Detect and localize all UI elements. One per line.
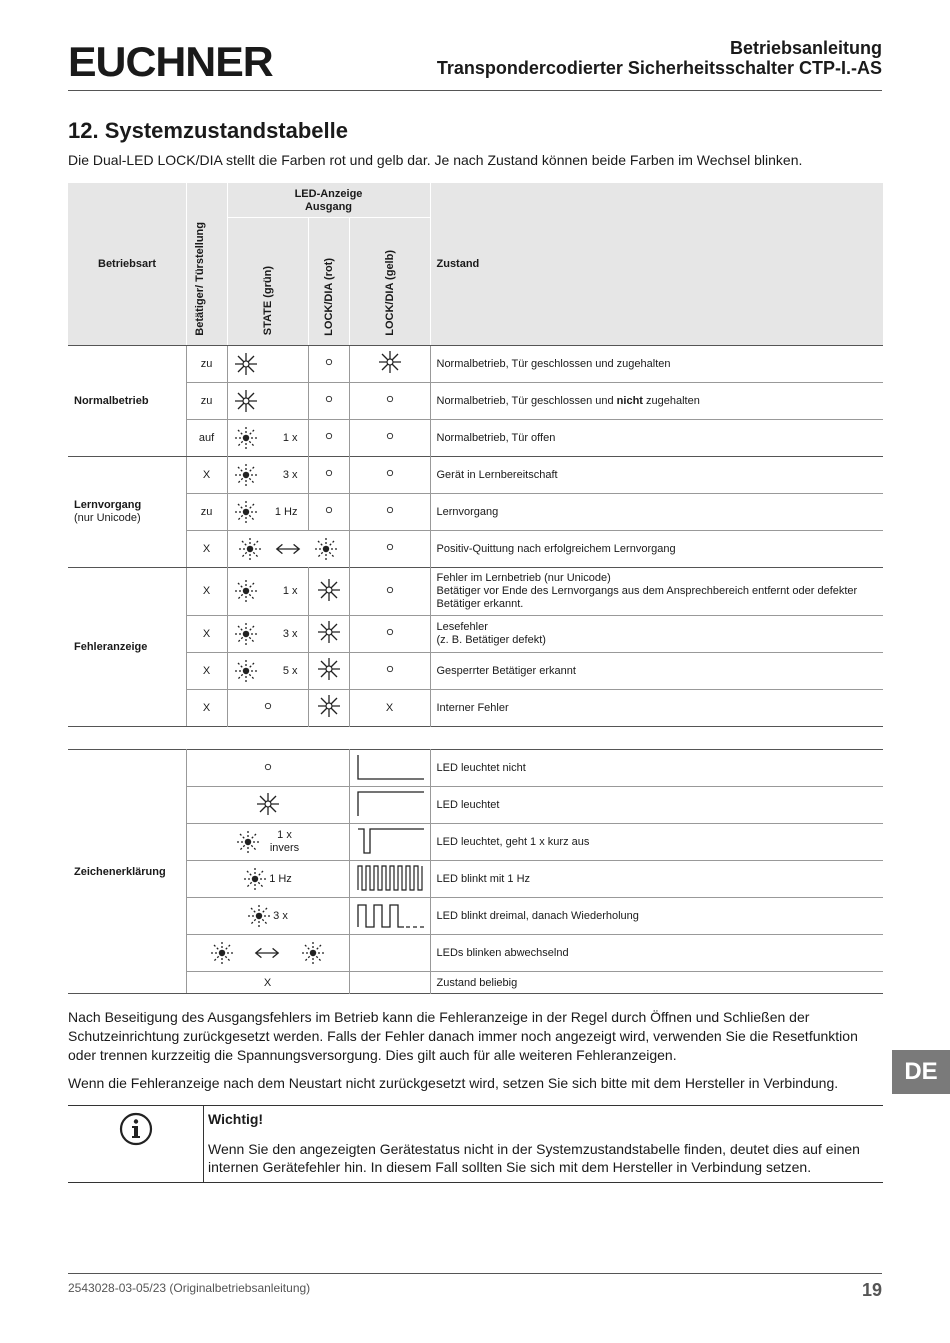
- group-lernvorgang: Lernvorgang (nur Unicode): [68, 456, 186, 567]
- legend-row: [68, 824, 883, 861]
- cell-zustand: Positiv-Quittung nach erfolgreichem Lernvorgang: [430, 530, 883, 567]
- led-on-icon: [378, 350, 402, 374]
- inverse-label: invers: [269, 842, 300, 854]
- col-state: STATE (grün): [227, 217, 308, 345]
- cell-zustand: Lernvorgang: [430, 493, 883, 530]
- cell-zustand: Fehler im Lernbetrieb (nur Unicode) Betätiger vor Ende des Lernvorgangs aus dem Ansprechbereich entfernt oder defekter Betätiger erkannt.: [430, 567, 883, 615]
- led-off-icon: [260, 698, 276, 714]
- alternate-arrow-icon: [274, 542, 302, 556]
- blink-count: 1 x: [277, 829, 292, 841]
- signal-3x-icon: [354, 901, 426, 929]
- table-row: [68, 419, 883, 456]
- legend-text: LED leuchtet, geht 1 x kurz aus: [430, 824, 883, 861]
- led-blink-icon: [234, 500, 258, 524]
- cell-pos: zu: [186, 345, 227, 382]
- led-blink-icon: [247, 904, 271, 928]
- legend-row: [68, 935, 883, 972]
- table-row: [68, 382, 883, 419]
- blink-count: 1 x: [282, 585, 298, 597]
- table-row: [68, 530, 883, 567]
- signal-on-icon: [354, 790, 426, 818]
- led-on-icon: [317, 620, 341, 644]
- blink-count: 3 x: [282, 468, 298, 481]
- document-id: 2543028-03-05/23 (Originalbetriebsanleitung): [68, 1281, 311, 1295]
- legend-row: [68, 750, 883, 787]
- led-blink-icon: [234, 426, 258, 450]
- cell-pos: X: [186, 456, 227, 493]
- cell-any-state: X: [349, 689, 430, 726]
- blink-frequency: 1 Hz: [274, 505, 298, 518]
- reset-paragraph: Nach Beseitigung des Ausgangsfehlers im Betrieb kann die Fehleranzeige in der Regel durch Öffnen und Schließen der Schutzeinrichtung zurückgesetzt werden. Falls der Fehler danach immer noch angezeigt wird, verwenden Sie die Resetfunktion oder trennen kurzzeitig die Spannungsversorgung. Dies gilt auch für alle weiteren Fehleranzeigen.: [68, 1009, 858, 1063]
- group-fehleranzeige: Fehleranzeige: [68, 567, 186, 726]
- notice-text: Wenn Sie den angezeigten Gerätestatus nicht in der Systemzustandstabelle finden, deutet dies auf einen internen Gerätefehler hin. In diesem Fall sollten Sie sich mit dem Hersteller in Verbindung setzen.: [208, 1141, 860, 1175]
- cell-pos: X: [186, 615, 227, 652]
- legend-text: Zustand beliebig: [430, 972, 883, 994]
- led-blink-icon: [301, 941, 325, 965]
- blink-count: 3 x: [273, 910, 288, 922]
- group-normalbetrieb: Normalbetrieb: [68, 345, 186, 456]
- led-blink-icon: [234, 622, 258, 646]
- col-betriebsart: Betriebsart: [68, 183, 186, 345]
- header-product: Transpondercodierter Sicherheitsschalter CTP-I.-AS: [436, 58, 882, 78]
- page-number: 19: [861, 1280, 882, 1300]
- legend-row: [68, 972, 883, 994]
- legend-text: LED blinkt dreimal, danach Wiederholung: [430, 898, 883, 935]
- led-blink-icon: [234, 463, 258, 487]
- led-off-icon: [321, 354, 337, 370]
- led-blink-icon: [210, 941, 234, 965]
- led-off-icon: [382, 428, 398, 444]
- cell-pos: X: [186, 567, 227, 615]
- col-zustand: Zustand: [430, 183, 883, 345]
- legend-text: LED blinkt mit 1 Hz: [430, 861, 883, 898]
- table-row: [68, 456, 883, 493]
- cell-pos: X: [186, 689, 227, 726]
- info-icon: [119, 1112, 153, 1146]
- col-lock-gelb: LOCK/DIA (gelb): [349, 217, 430, 345]
- cell-pos: auf: [186, 419, 227, 456]
- legend-row: [68, 787, 883, 824]
- cell-zustand: Gesperrter Betätiger erkannt: [430, 652, 883, 689]
- cell-pos: zu: [186, 382, 227, 419]
- legend-text: LED leuchtet: [430, 787, 883, 824]
- cell-zustand: Normalbetrieb, Tür offen: [430, 419, 883, 456]
- led-off-icon: [382, 539, 398, 555]
- blink-count: 5 x: [282, 664, 298, 677]
- cell-zustand: Normalbetrieb, Tür geschlossen und nicht zugehalten: [430, 382, 883, 419]
- language-tab: DE: [892, 1050, 950, 1094]
- signal-1hz-icon: [354, 864, 426, 892]
- blink-frequency: 1 Hz: [269, 873, 292, 885]
- signal-inverse-icon: [354, 827, 426, 855]
- led-on-icon: [317, 657, 341, 681]
- signal-off-icon: [354, 753, 426, 781]
- led-off-icon: [382, 624, 398, 640]
- legend-row: [68, 898, 883, 935]
- cell-zustand: Lesefehler (z. B. Betätiger defekt): [430, 615, 883, 652]
- cell-zustand: Gerät in Lernbereitschaft: [430, 456, 883, 493]
- contact-paragraph: Wenn die Fehleranzeige nach dem Neustart nicht zurückgesetzt wird, setzen Sie sich bitte mit dem Hersteller in Verbindung.: [68, 1075, 839, 1091]
- legend-row: [68, 861, 883, 898]
- col-led-group: LED-Anzeige Ausgang: [227, 183, 430, 217]
- led-on-icon: [317, 694, 341, 718]
- cell-pos: zu: [186, 493, 227, 530]
- cell-pos: X: [186, 652, 227, 689]
- led-blink-icon: [314, 537, 338, 561]
- cell-zustand: Normalbetrieb, Tür geschlossen und zugehalten: [430, 345, 883, 382]
- any-state-symbol: X: [186, 972, 349, 994]
- notice-title: Wichtig!: [208, 1111, 264, 1127]
- table-row: [68, 689, 883, 726]
- cell-pos: X: [186, 530, 227, 567]
- table-row: [68, 615, 883, 652]
- cell-zustand: Interner Fehler: [430, 689, 883, 726]
- legend-title: Zeichenerklärung: [68, 750, 186, 994]
- table-row: [68, 493, 883, 530]
- legend-table: [68, 749, 883, 994]
- footer-divider: [68, 1273, 882, 1274]
- led-off-icon: [321, 502, 337, 518]
- led-blink-icon: [234, 579, 258, 603]
- led-off-icon: [382, 582, 398, 598]
- led-blink-icon: [234, 659, 258, 683]
- header-divider: [68, 90, 882, 91]
- blink-count: 3 x: [282, 627, 298, 640]
- system-state-table: [68, 183, 883, 727]
- blink-count: 1 x: [282, 431, 298, 444]
- legend-text: LEDs blinken abwechselnd: [430, 935, 883, 972]
- led-blink-icon: [238, 537, 262, 561]
- led-off-icon: [321, 428, 337, 444]
- led-off-icon: [382, 502, 398, 518]
- led-off-icon: [321, 465, 337, 481]
- led-off-icon: [321, 391, 337, 407]
- header-title: Betriebsanleitung: [729, 38, 882, 58]
- table-row: [68, 567, 883, 615]
- euchner-logo: EUCHNER: [68, 38, 273, 85]
- led-blink-icon: [236, 830, 260, 854]
- important-notice: [68, 1105, 883, 1183]
- led-on-icon: [234, 352, 258, 376]
- col-lock-rot: LOCK/DIA (rot): [308, 217, 349, 345]
- led-on-icon: [317, 578, 341, 602]
- alternate-arrow-icon: [253, 946, 281, 960]
- table-row: [68, 345, 883, 382]
- led-off-icon: [382, 391, 398, 407]
- table-row: [68, 652, 883, 689]
- led-off-icon: [382, 661, 398, 677]
- col-betaetiger: Betätiger/ Türstellung: [186, 183, 227, 345]
- document-header: [437, 38, 882, 78]
- section-title: 12. Systemzustandstabelle: [68, 118, 349, 143]
- led-off-icon: [260, 759, 276, 775]
- led-on-icon: [234, 389, 258, 413]
- legend-text: LED leuchtet nicht: [430, 750, 883, 787]
- section-intro: Die Dual-LED LOCK/DIA stellt die Farben rot und gelb dar. Je nach Zustand können beide Farben im Wechsel blinken.: [68, 152, 803, 168]
- led-blink-icon: [243, 867, 267, 891]
- led-off-icon: [382, 465, 398, 481]
- led-on-icon: [256, 792, 280, 816]
